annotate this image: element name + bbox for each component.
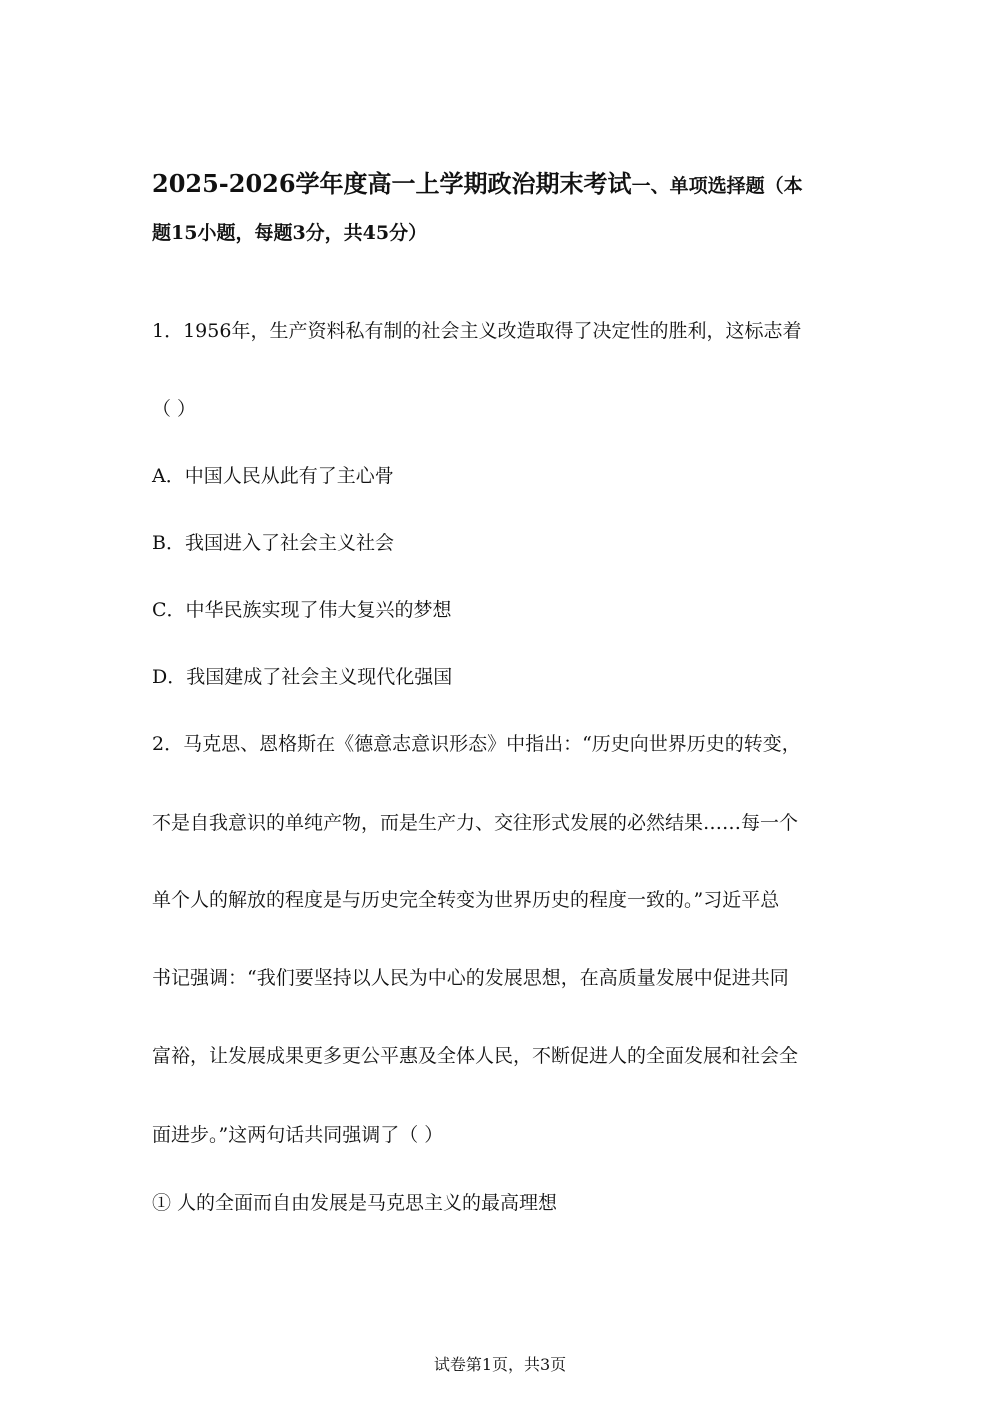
question-1-option-c: C．中华民族实现了伟大复兴的梦想 <box>152 599 452 621</box>
question-1-stem-line-1: 1．1956年，生产资料私有制的社会主义改造取得了决定性的胜利，这标志着 <box>152 320 802 342</box>
question-2-stem-line-4: 书记强调：“我们要坚持以人民为中心的发展思想，在高质量发展中促进共同 <box>152 967 789 989</box>
section-heading-part1: 一、单项选择题（本 <box>631 175 803 197</box>
question-2-stem-line-3: 单个人的解放的程度是与历史完全转变为世界历史的程度一致的。”习近平总 <box>152 889 780 911</box>
question-1-option-b: B．我国进入了社会主义社会 <box>152 532 394 554</box>
question-2-stem-line-5: 富裕，让发展成果更多更公平惠及全体人民，不断促进人的全面发展和社会全 <box>152 1045 799 1067</box>
question-1-stem-line-2: （ ） <box>152 398 197 420</box>
section-heading-part2: 题15小题，每题3分，共45分） <box>152 222 428 244</box>
question-2-stem-line-2: 不是自我意识的单纯产物，而是生产力、交往形式发展的必然结果……每一个 <box>152 812 799 834</box>
question-1-option-a: A．中国人民从此有了主心骨 <box>152 465 394 487</box>
exam-title <box>152 166 852 205</box>
page-footer: 试卷第1页，共3页 <box>433 1355 567 1374</box>
question-2-stem-line-6: 面进步。”这两句话共同强调了（ ） <box>152 1124 444 1146</box>
exam-title-main: 2025-2026学年度高一上学期政治期末考试 <box>152 169 632 198</box>
question-2-statement-1: ① 人的全面而自由发展是马克思主义的最高理想 <box>152 1192 558 1214</box>
question-2-stem-line-1: 2．马克思、恩格斯在《德意志意识形态》中指出：“历史向世界历史的转变， <box>152 733 801 755</box>
question-1-option-d: D．我国建成了社会主义现代化强国 <box>152 666 453 688</box>
